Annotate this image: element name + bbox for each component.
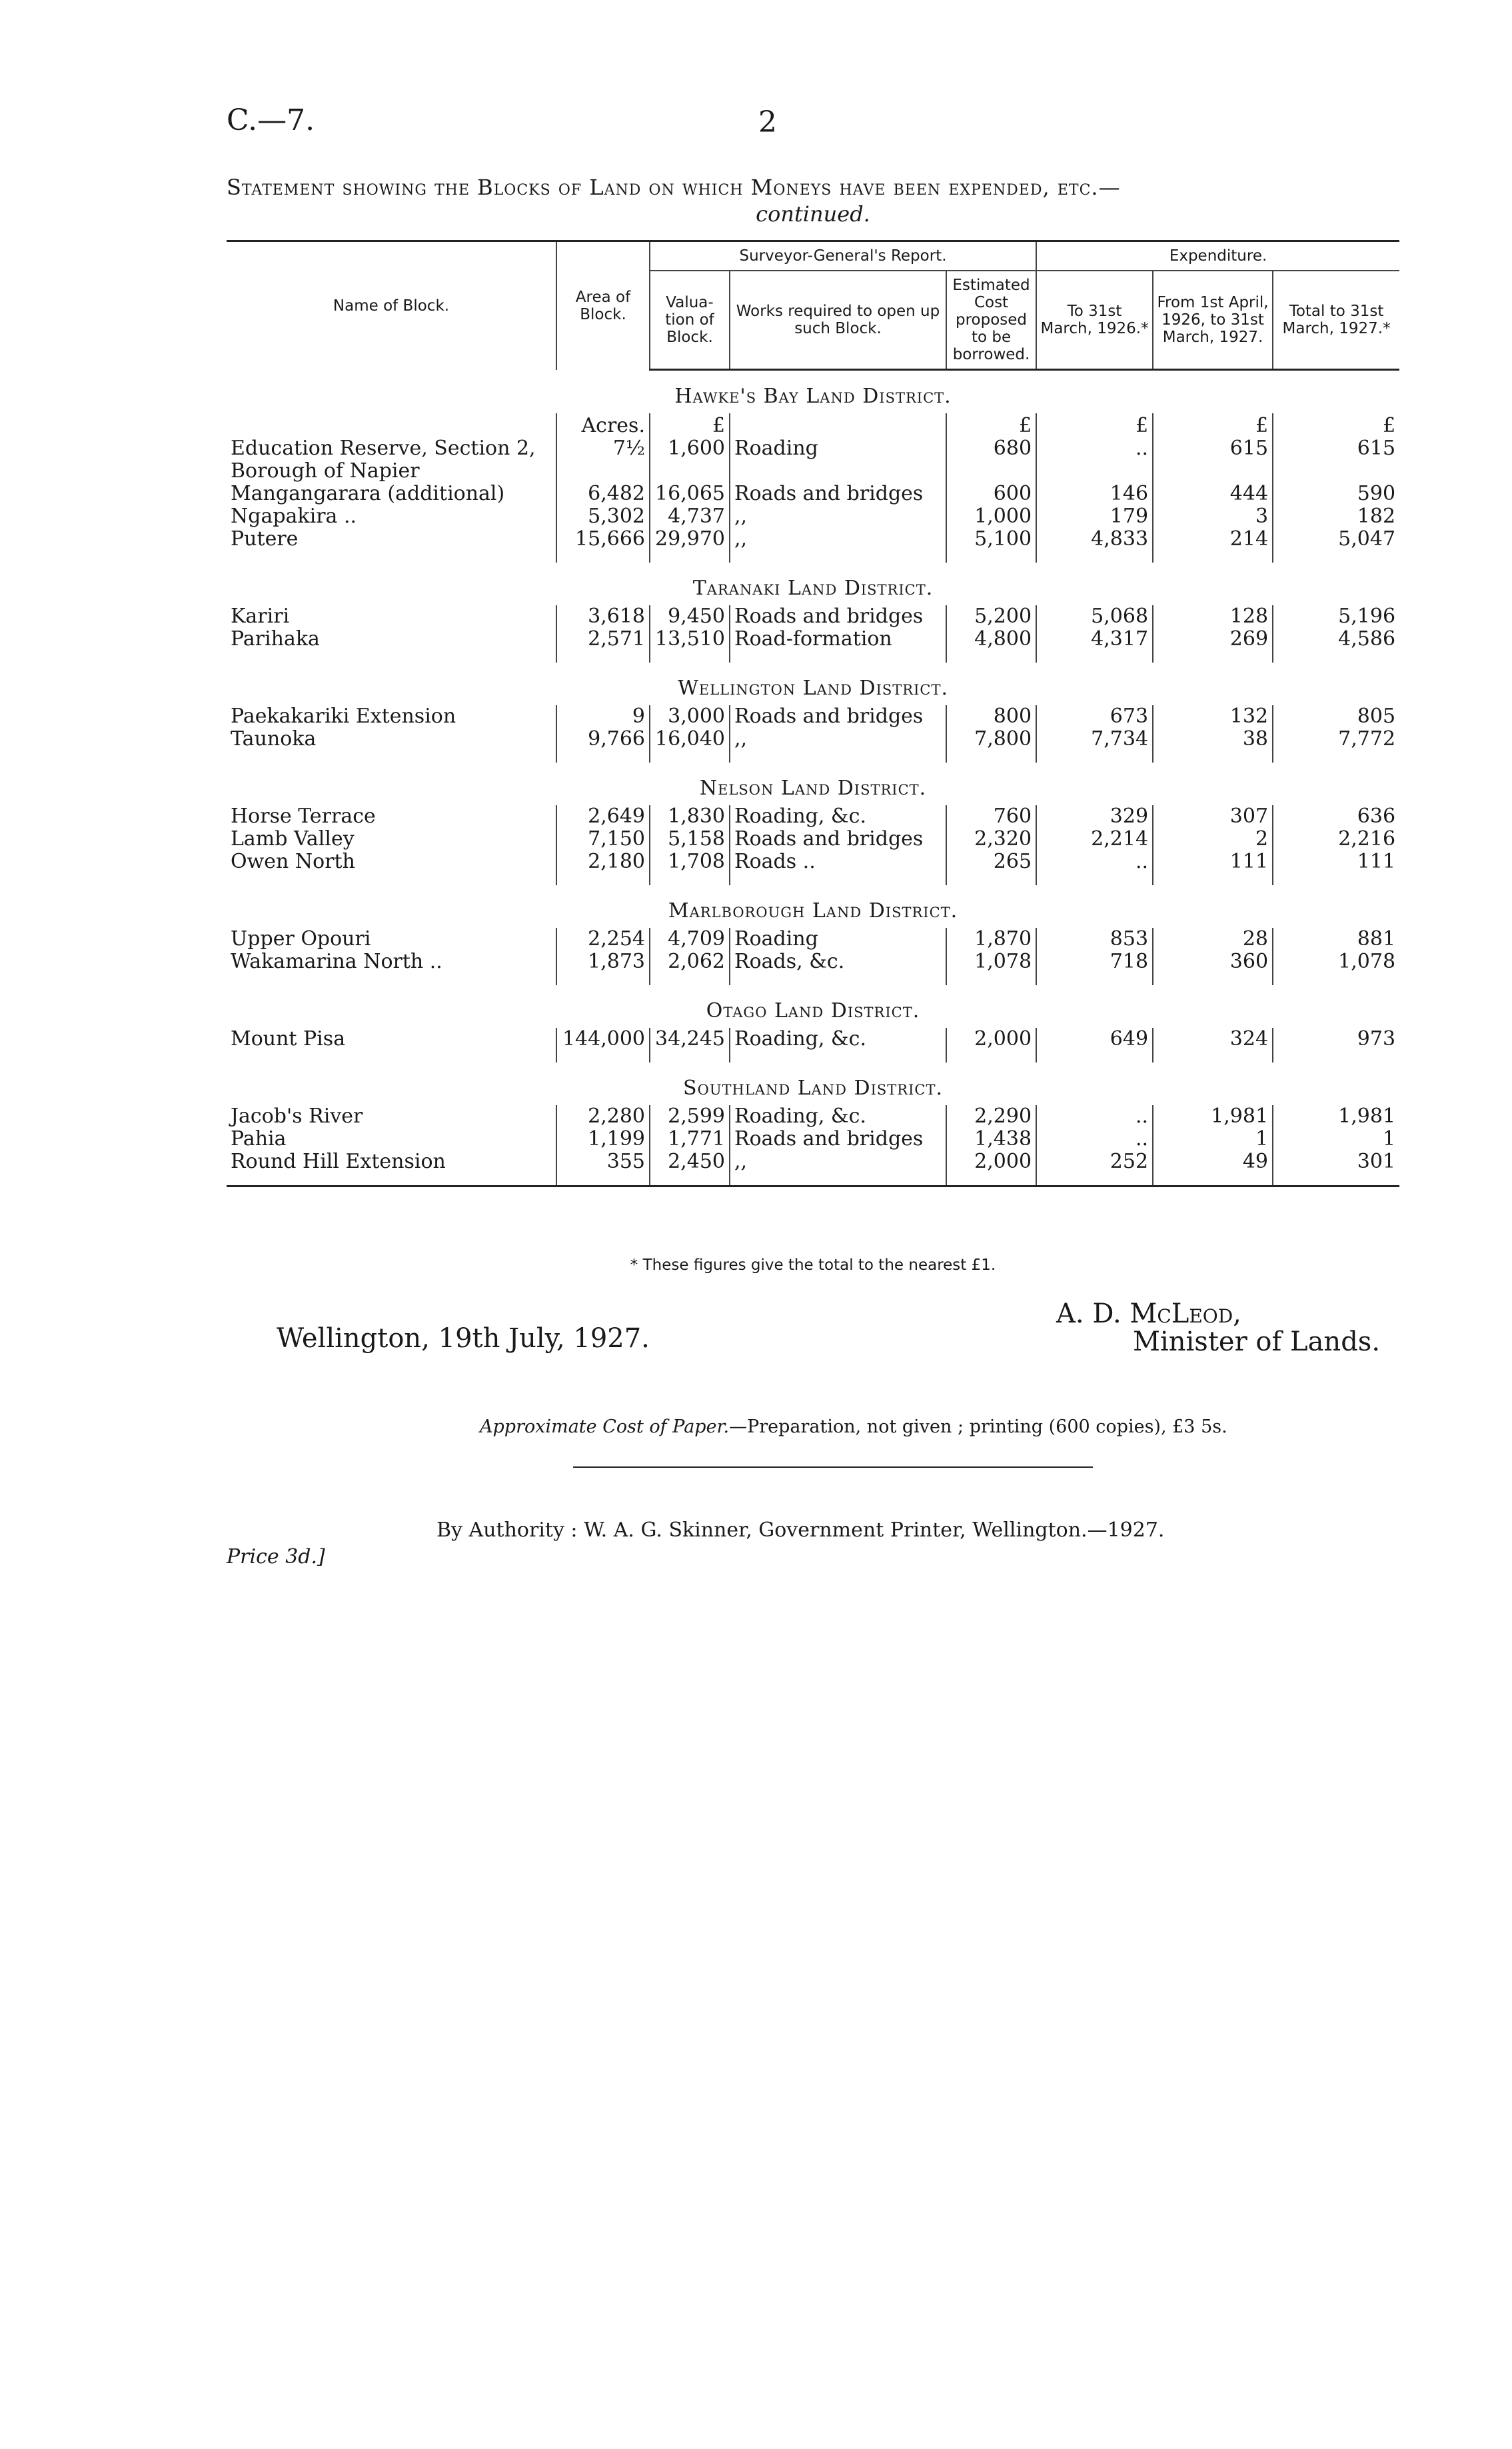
block-name: Lamb Valley bbox=[231, 827, 355, 851]
cell-valuation: 1,830 bbox=[650, 805, 730, 828]
cell-area: 7,150 bbox=[556, 828, 650, 851]
cell-from-1926: 324 bbox=[1153, 1028, 1273, 1063]
district-heading: Southland Land District. bbox=[683, 1077, 943, 1100]
cell-total-1927: 615 bbox=[1273, 437, 1399, 483]
cell-area: 1,199 bbox=[556, 1128, 650, 1151]
cell-estimated: 2,000 bbox=[946, 1151, 1036, 1187]
cell-valuation: 1,600 bbox=[650, 437, 730, 483]
cell-from-1926: 28 bbox=[1153, 928, 1273, 951]
cell-valuation: 29,970 bbox=[650, 528, 730, 563]
table-end-rule bbox=[227, 1187, 1399, 1188]
cell-from-1926: 2 bbox=[1153, 828, 1273, 851]
cell-works: ,, bbox=[730, 1151, 946, 1187]
cell-valuation: 34,245 bbox=[650, 1028, 730, 1063]
district-heading: Wellington Land District. bbox=[678, 677, 948, 700]
cell-area: 5,302 bbox=[556, 505, 650, 528]
col-from-april-1926: From 1st April, 1926, to 31st March, 1927. bbox=[1153, 271, 1273, 370]
block-name: Parihaka bbox=[231, 627, 320, 651]
block-name: Kariri bbox=[231, 605, 290, 628]
cell-works: Roads and bridges bbox=[730, 828, 946, 851]
cell-total-1927: 1,981 bbox=[1273, 1105, 1399, 1128]
table-row bbox=[227, 505, 1399, 528]
cell-total-1927: 301 bbox=[1273, 1151, 1399, 1187]
cell-to-1926: .. bbox=[1036, 851, 1153, 885]
cell-valuation: 3,000 bbox=[650, 705, 730, 728]
table-end-rule-cell bbox=[227, 1187, 1399, 1188]
table-row bbox=[227, 437, 1399, 483]
block-name: Mount Pisa bbox=[231, 1027, 346, 1051]
district-heading-row bbox=[227, 370, 1399, 414]
cell-works: Roads and bridges bbox=[730, 483, 946, 505]
cell-valuation: 1,708 bbox=[650, 851, 730, 885]
cell-valuation: 1,771 bbox=[650, 1128, 730, 1151]
cell-from-1926: 49 bbox=[1153, 1151, 1273, 1187]
table-row bbox=[227, 705, 1399, 728]
cell-area: 9 bbox=[556, 705, 650, 728]
cell-valuation: 5,158 bbox=[650, 828, 730, 851]
place-and-date: Wellington, 19th July, 1927. bbox=[277, 1323, 650, 1354]
cell-estimated: 7,800 bbox=[946, 728, 1036, 763]
table-row bbox=[227, 851, 1399, 885]
cell-total-1927: 590 bbox=[1273, 483, 1399, 505]
cell-total-1927: 636 bbox=[1273, 805, 1399, 828]
cell-to-1926: .. bbox=[1036, 437, 1153, 483]
cell-estimated: 760 bbox=[946, 805, 1036, 828]
cell-total-1927: 111 bbox=[1273, 851, 1399, 885]
cell-from-1926: 38 bbox=[1153, 728, 1273, 763]
cell-valuation: 9,450 bbox=[650, 605, 730, 628]
district-heading-row bbox=[227, 663, 1399, 705]
blocks-table bbox=[227, 240, 1399, 1187]
cell-to-1926: 4,833 bbox=[1036, 528, 1153, 563]
col-group-expenditure: Expenditure. bbox=[1036, 241, 1399, 271]
district-heading: Otago Land District. bbox=[706, 999, 920, 1023]
table-row bbox=[227, 928, 1399, 951]
statement-title-continued: continued. bbox=[756, 201, 870, 227]
district-heading-row bbox=[227, 763, 1399, 805]
cell-from-1926: 214 bbox=[1153, 528, 1273, 563]
cell-works: ,, bbox=[730, 528, 946, 563]
block-name: Jacob's River bbox=[231, 1105, 363, 1128]
paper-cost-text: —Preparation, not given ; printing (600 copies), £3 5s. bbox=[729, 1416, 1227, 1437]
cell-estimated: 265 bbox=[946, 851, 1036, 885]
cell-from-1926: 128 bbox=[1153, 605, 1273, 628]
cell-estimated: 800 bbox=[946, 705, 1036, 728]
table-row bbox=[227, 628, 1399, 663]
cell-area: 15,666 bbox=[556, 528, 650, 563]
cell-from-1926: 132 bbox=[1153, 705, 1273, 728]
table-footnote: * These figures give the total to the nearest £1. bbox=[630, 1256, 996, 1274]
table-row bbox=[227, 728, 1399, 763]
cell-to-1926: 146 bbox=[1036, 483, 1153, 505]
cell-area: 6,482 bbox=[556, 483, 650, 505]
cell-estimated: 2,320 bbox=[946, 828, 1036, 851]
table-row bbox=[227, 828, 1399, 851]
cell-area: 3,618 bbox=[556, 605, 650, 628]
unit-valuation: £ bbox=[650, 413, 730, 437]
cell-works: Roads and bridges bbox=[730, 705, 946, 728]
cell-to-1926: 5,068 bbox=[1036, 605, 1153, 628]
block-name: Paekakariki Extension bbox=[231, 705, 456, 728]
block-name: Taunoka bbox=[231, 727, 317, 751]
cell-from-1926: 111 bbox=[1153, 851, 1273, 885]
cell-valuation: 4,709 bbox=[650, 928, 730, 951]
district-heading-row bbox=[227, 885, 1399, 928]
cell-works: Roads .. bbox=[730, 851, 946, 885]
cell-works: ,, bbox=[730, 505, 946, 528]
statement-title: Statement showing the Blocks of Land on which Moneys have been expended, etc.— bbox=[227, 175, 1121, 200]
unit-works bbox=[730, 413, 946, 437]
cell-works: Roads and bridges bbox=[730, 605, 946, 628]
table-row bbox=[227, 951, 1399, 985]
cell-works: Roading, &c. bbox=[730, 1028, 946, 1063]
cell-total-1927: 805 bbox=[1273, 705, 1399, 728]
cell-works: Roading, &c. bbox=[730, 1105, 946, 1128]
block-name: Upper Opouri bbox=[231, 927, 371, 951]
table-row bbox=[227, 805, 1399, 828]
district-heading-row bbox=[227, 985, 1399, 1028]
block-name: Putere bbox=[231, 527, 299, 551]
cell-area: 9,766 bbox=[556, 728, 650, 763]
block-name: Wakamarina North .. bbox=[231, 950, 442, 973]
cell-valuation: 16,040 bbox=[650, 728, 730, 763]
cell-to-1926: 252 bbox=[1036, 1151, 1153, 1187]
cell-estimated: 2,290 bbox=[946, 1105, 1036, 1128]
unit-from-1926: £ bbox=[1153, 413, 1273, 437]
cell-total-1927: 5,196 bbox=[1273, 605, 1399, 628]
district-heading: Taranaki Land District. bbox=[692, 577, 934, 600]
cell-area: 144,000 bbox=[556, 1028, 650, 1063]
table-row bbox=[227, 1028, 1399, 1063]
cell-to-1926: .. bbox=[1036, 1128, 1153, 1151]
cell-estimated: 5,100 bbox=[946, 528, 1036, 563]
block-name: Owen North bbox=[231, 850, 355, 873]
signatory-name bbox=[1056, 1298, 1241, 1329]
cell-from-1926: 3 bbox=[1153, 505, 1273, 528]
cell-area: 1,873 bbox=[556, 951, 650, 985]
printer-authority: By Authority : W. A. G. Skinner, Government Printer, Wellington.—1927. bbox=[436, 1518, 1165, 1542]
table-row bbox=[227, 528, 1399, 563]
cell-works: Roads, &c. bbox=[730, 951, 946, 985]
table-row bbox=[227, 483, 1399, 505]
cell-estimated: 4,800 bbox=[946, 628, 1036, 663]
cell-area: 2,571 bbox=[556, 628, 650, 663]
cell-from-1926: 307 bbox=[1153, 805, 1273, 828]
cell-area: 2,180 bbox=[556, 851, 650, 885]
cell-works: Roading, &c. bbox=[730, 805, 946, 828]
col-works-required: Works required to open up such Block. bbox=[730, 271, 946, 370]
cell-estimated: 2,000 bbox=[946, 1028, 1036, 1063]
table-body bbox=[227, 370, 1399, 1188]
district-heading: Marlborough Land District. bbox=[668, 899, 958, 923]
block-name: Mangangarara (additional) bbox=[231, 482, 505, 505]
units-blank bbox=[227, 413, 556, 437]
block-name: Education Reserve, Section 2, Borough of Napier bbox=[231, 437, 536, 483]
unit-total-1927: £ bbox=[1273, 413, 1399, 437]
document-reference: C.—7. bbox=[227, 103, 315, 137]
cell-to-1926: .. bbox=[1036, 1105, 1153, 1128]
unit-area: Acres. bbox=[556, 413, 650, 437]
cell-to-1926: 649 bbox=[1036, 1028, 1153, 1063]
cell-area: 7½ bbox=[556, 437, 650, 483]
divider-rule bbox=[573, 1466, 1093, 1468]
district-heading-row bbox=[227, 563, 1399, 605]
cell-total-1927: 973 bbox=[1273, 1028, 1399, 1063]
cell-total-1927: 2,216 bbox=[1273, 828, 1399, 851]
cell-works: ,, bbox=[730, 728, 946, 763]
paper-cost-note bbox=[480, 1416, 1227, 1437]
col-name-of-block: Name of Block. bbox=[227, 241, 556, 370]
block-name: Round Hill Extension bbox=[231, 1150, 446, 1173]
cell-to-1926: 2,214 bbox=[1036, 828, 1153, 851]
cell-area: 2,280 bbox=[556, 1105, 650, 1128]
cell-valuation: 2,450 bbox=[650, 1151, 730, 1187]
cell-valuation: 2,062 bbox=[650, 951, 730, 985]
cell-works: Road-formation bbox=[730, 628, 946, 663]
cell-estimated: 1,078 bbox=[946, 951, 1036, 985]
cell-valuation: 16,065 bbox=[650, 483, 730, 505]
units-row bbox=[227, 413, 1399, 437]
cell-valuation: 13,510 bbox=[650, 628, 730, 663]
cell-total-1927: 1,078 bbox=[1273, 951, 1399, 985]
cell-works: Roads and bridges bbox=[730, 1128, 946, 1151]
cell-to-1926: 673 bbox=[1036, 705, 1153, 728]
district-heading: Nelson Land District. bbox=[699, 777, 927, 800]
price-note: Price 3d.] bbox=[227, 1545, 325, 1568]
signatory-name-text: A. D. McLeod, bbox=[1056, 1298, 1241, 1329]
col-total-march-1927: Total to 31st March, 1927.* bbox=[1273, 271, 1399, 370]
cell-total-1927: 881 bbox=[1273, 928, 1399, 951]
page-number: 2 bbox=[758, 105, 777, 139]
cell-total-1927: 182 bbox=[1273, 505, 1399, 528]
cell-to-1926: 7,734 bbox=[1036, 728, 1153, 763]
cell-total-1927: 5,047 bbox=[1273, 528, 1399, 563]
cell-from-1926: 360 bbox=[1153, 951, 1273, 985]
cell-area: 355 bbox=[556, 1151, 650, 1187]
col-group-surveyor-report: Surveyor-General's Report. bbox=[650, 241, 1036, 271]
cell-works: Roading bbox=[730, 437, 946, 483]
district-heading-row bbox=[227, 1063, 1399, 1105]
signatory-title: Minister of Lands. bbox=[1133, 1326, 1381, 1357]
cell-from-1926: 444 bbox=[1153, 483, 1273, 505]
table-row bbox=[227, 1128, 1399, 1151]
table-row bbox=[227, 1151, 1399, 1187]
cell-valuation: 4,737 bbox=[650, 505, 730, 528]
cell-to-1926: 179 bbox=[1036, 505, 1153, 528]
cell-estimated: 1,000 bbox=[946, 505, 1036, 528]
cell-works: Roading bbox=[730, 928, 946, 951]
block-name: Horse Terrace bbox=[231, 805, 376, 828]
block-name: Pahia bbox=[231, 1127, 287, 1151]
cell-area: 2,649 bbox=[556, 805, 650, 828]
col-estimated-cost: Estimated Cost proposed to be borrowed. bbox=[946, 271, 1036, 370]
unit-to-1926: £ bbox=[1036, 413, 1153, 437]
cell-estimated: 1,870 bbox=[946, 928, 1036, 951]
cell-estimated: 1,438 bbox=[946, 1128, 1036, 1151]
paper-cost-label: Approximate Cost of Paper. bbox=[480, 1416, 730, 1437]
cell-to-1926: 329 bbox=[1036, 805, 1153, 828]
cell-to-1926: 718 bbox=[1036, 951, 1153, 985]
cell-from-1926: 1 bbox=[1153, 1128, 1273, 1151]
col-area: Area of Block. bbox=[556, 241, 650, 370]
block-name: Ngapakira .. bbox=[231, 505, 357, 528]
cell-area: 2,254 bbox=[556, 928, 650, 951]
cell-estimated: 680 bbox=[946, 437, 1036, 483]
table-row bbox=[227, 1105, 1399, 1128]
cell-to-1926: 4,317 bbox=[1036, 628, 1153, 663]
cell-total-1927: 1 bbox=[1273, 1128, 1399, 1151]
cell-valuation: 2,599 bbox=[650, 1105, 730, 1128]
cell-estimated: 600 bbox=[946, 483, 1036, 505]
cell-from-1926: 269 bbox=[1153, 628, 1273, 663]
cell-total-1927: 4,586 bbox=[1273, 628, 1399, 663]
cell-total-1927: 7,772 bbox=[1273, 728, 1399, 763]
table-row bbox=[227, 605, 1399, 628]
cell-to-1926: 853 bbox=[1036, 928, 1153, 951]
cell-from-1926: 615 bbox=[1153, 437, 1273, 483]
col-to-march-1926: To 31st March, 1926.* bbox=[1036, 271, 1153, 370]
district-heading: Hawke's Bay Land District. bbox=[674, 385, 952, 408]
cell-estimated: 5,200 bbox=[946, 605, 1036, 628]
cell-from-1926: 1,981 bbox=[1153, 1105, 1273, 1128]
col-valuation: Valua-tion of Block. bbox=[650, 271, 730, 370]
unit-estimated: £ bbox=[946, 413, 1036, 437]
